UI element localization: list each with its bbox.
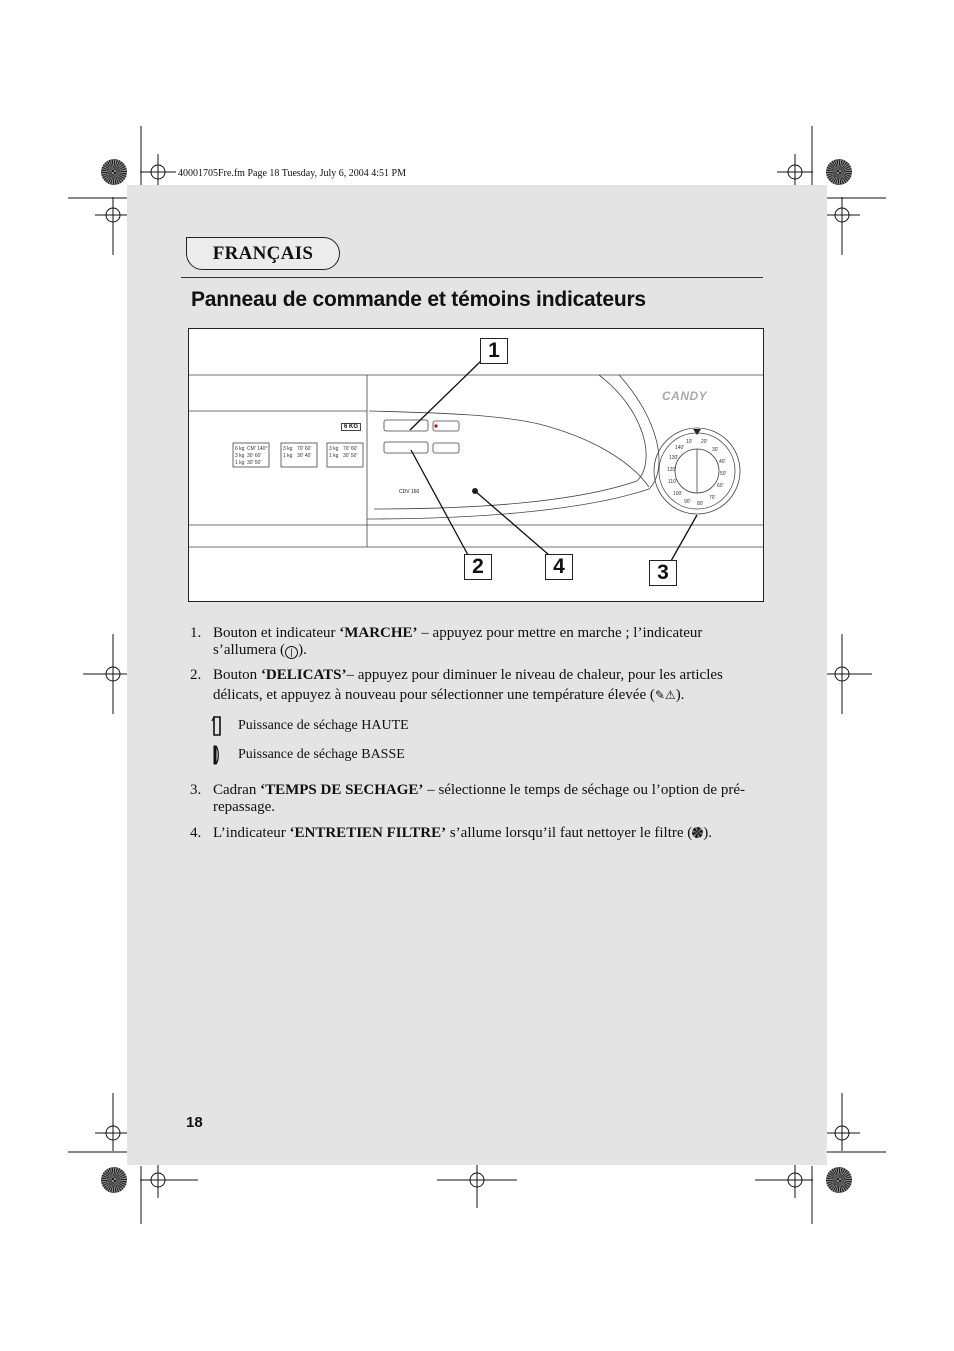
svg-text:70': 70' xyxy=(709,495,716,501)
svg-text:100': 100' xyxy=(673,491,683,497)
svg-text:40': 40' xyxy=(719,459,726,465)
svg-text:3 kg: 3 kg xyxy=(235,453,245,459)
registration-rosette xyxy=(101,1167,127,1193)
brand-logo: CANDY xyxy=(662,389,708,403)
svg-text:110': 110' xyxy=(668,479,677,485)
svg-text:80': 80' xyxy=(697,501,704,507)
callout-1: 1 xyxy=(480,338,508,364)
svg-text:90': 90' xyxy=(684,499,691,505)
svg-text:50': 50' xyxy=(720,471,727,477)
model-label: CDV 160 xyxy=(399,489,420,495)
callout-3: 3 xyxy=(649,560,677,586)
svg-text:70' 60': 70' 60' xyxy=(343,446,358,452)
control-panel-figure xyxy=(188,328,764,602)
filter-icon xyxy=(692,827,703,838)
language-tab: FRANÇAIS xyxy=(186,237,340,270)
header-rule xyxy=(181,277,763,278)
delicate-iron-icon: ✎⚠ xyxy=(654,688,676,702)
svg-text:30' 60': 30' 60' xyxy=(247,453,262,459)
svg-text:30' 50': 30' 50' xyxy=(343,453,358,459)
page-title: Panneau de commande et témoins indicateurs xyxy=(191,288,646,311)
item-text: Cadran ‘TEMPS DE SECHAGE’ – sélectionne le temps de séchage ou l’option de pré-repassage. xyxy=(213,782,745,815)
registration-rosette xyxy=(101,159,127,185)
item-number: 1. xyxy=(190,625,202,641)
svg-text:1 kg: 1 kg xyxy=(329,453,339,459)
svg-text:130': 130' xyxy=(669,455,679,461)
button-up-icon xyxy=(210,715,230,737)
callout-2: 2 xyxy=(464,554,492,580)
legend-row-high xyxy=(210,715,409,737)
legend-label: Puissance de séchage BASSE xyxy=(238,747,405,762)
svg-text:10': 10' xyxy=(686,439,693,445)
registration-rosette xyxy=(826,159,852,185)
svg-text:30' 40': 30' 40' xyxy=(297,453,312,459)
svg-text:CM' 140°: CM' 140° xyxy=(247,446,268,452)
svg-text:20': 20' xyxy=(701,439,708,445)
svg-text:1 kg: 1 kg xyxy=(235,460,245,466)
svg-text:6 kg: 6 kg xyxy=(235,446,245,452)
svg-text:1 kg: 1 kg xyxy=(283,453,293,459)
item-number: 4. xyxy=(190,825,202,841)
item-text: L’indicateur ‘ENTRETIEN FILTRE’ s’allume lorsqu’il faut nettoyer le filtre ( ). xyxy=(213,825,713,841)
capacity-badge: 6 KG xyxy=(341,423,361,431)
callout-4: 4 xyxy=(545,554,573,580)
item-number: 2. xyxy=(190,667,202,683)
legend-row-low xyxy=(210,744,405,766)
button-down-icon xyxy=(210,744,230,766)
svg-text:120': 120' xyxy=(667,467,677,473)
svg-text:140': 140' xyxy=(675,445,685,451)
page-number: 18 xyxy=(186,1114,203,1131)
registration-rosette xyxy=(826,1167,852,1193)
svg-text:3 kg: 3 kg xyxy=(329,446,339,452)
svg-text:70' 60': 70' 60' xyxy=(297,446,312,452)
file-info: 40001705Fre.fm Page 18 Tuesday, July 6, 2004 4:51 PM xyxy=(178,168,406,179)
item-number: 3. xyxy=(190,782,202,798)
svg-text:60': 60' xyxy=(717,483,724,489)
svg-text:3 kg: 3 kg xyxy=(283,446,293,452)
item-text: Bouton et indicateur ‘MARCHE’ – appuyez pour mettre en marche ; l’indicateur s’allumera ( | ). xyxy=(213,625,703,658)
power-icon: | xyxy=(285,646,298,659)
legend-label: Puissance de séchage HAUTE xyxy=(238,718,409,733)
svg-text:30': 30' xyxy=(712,447,719,453)
svg-text:30' 50': 30' 50' xyxy=(247,460,262,466)
item-text: Bouton ‘DELICATS’– appuyez pour diminuer le niveau de chaleur, pour les articles délicats, et appuyez à nouveau pour sélectionner une température élevée (✎⚠). xyxy=(213,667,723,703)
